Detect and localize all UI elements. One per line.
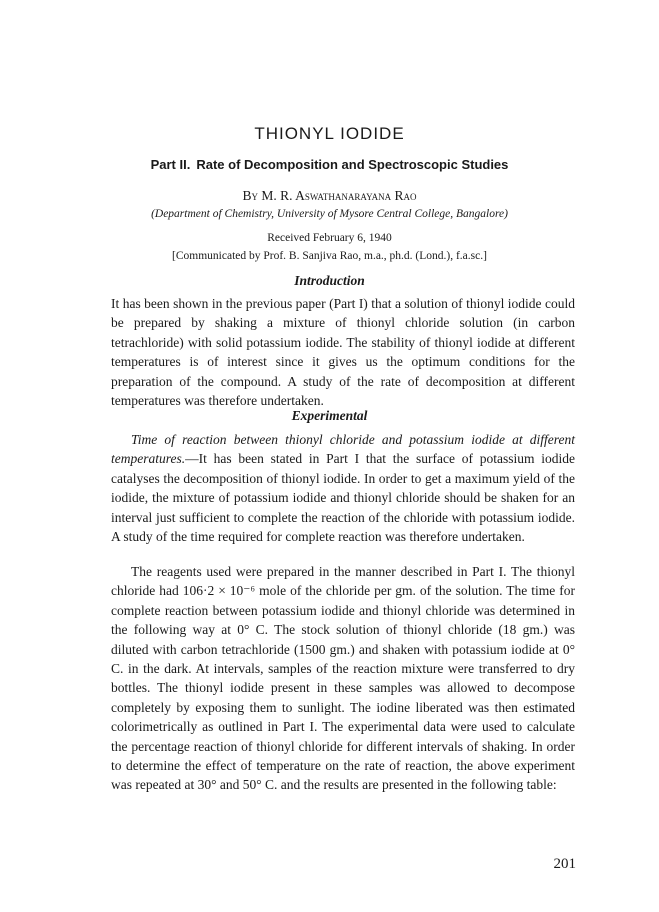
communicated-by: [Communicated by Prof. B. Sanjiva Rao, m.a., ph.d. (Lond.), f.a.sc.] xyxy=(172,250,487,262)
article-title: THIONYL IODIDE xyxy=(254,124,405,143)
introduction-paragraph: It has been shown in the previous paper (Part I) that a solution of thionyl iodide could be prepared by shaking a mixture of thionyl chloride solution (in carbon tetrachloride) with solid potassium iodide. The stability of thionyl iodide at different temperatures is of interest since it gives us the optimum conditions for the preparation of the compound. A study of the rate of decomposition at different temperatures was therefore undertaken. xyxy=(111,296,575,409)
experimental-paragraph-2: The reagents used were prepared in the manner described in Part I. The thionyl chloride had 106·2 × 10⁻⁶ mole of the chloride per gm. of the solution. The time for complete reaction between potassium iodide and thionyl chloride was determined in the following way at 0° C. The stock solution of thionyl chloride (18 gm.) was diluted with carbon tetrachloride (1500 gm.) and shaken with potassium iodide at 0° C. in the dark. At intervals, samples of the reaction mixture were transferred to dry bottles. The thionyl iodide present in these samples was allowed to decompose completely by exposing them to sunlight. The iodine liberated was then estimated colorimetrically as outlined in Part I. The experimental data were used to calculate the percentage reaction of thionyl chloride for different intervals of shaking. In order to determine the effect of temperature on the rate of reaction, the above experiment was repeated at 30° and 50° C. and the results are presented in the following table: xyxy=(111,564,575,793)
subtitle-text: Rate of Decomposition and Spectroscopic Studies xyxy=(196,157,509,172)
author-name: M. R. Aswathanarayana Rao xyxy=(261,188,417,203)
experimental-paragraph-1 xyxy=(111,430,575,546)
experimental-paragraph-1-body: —It has been stated in Part I that the surface of potassium iodide catalyses the decomposition of thionyl iodide. In order to get a maximum yield of the iodide, the mixture of potassium iodide and thionyl chloride should be shaken for an interval just sufficient to complete the reaction of the chloride with potassium iodide. A study of the time required for complete reaction was therefore undertaken. xyxy=(111,451,575,545)
byline-prefix: By xyxy=(242,188,259,203)
section-heading-experimental: Experimental xyxy=(291,408,368,423)
author-byline xyxy=(0,188,659,204)
received-date: Received February 6, 1940 xyxy=(267,232,392,244)
article-subtitle xyxy=(0,157,659,172)
section-heading-introduction: Introduction xyxy=(294,273,365,288)
page-number: 201 xyxy=(553,856,576,872)
part-label: Part II. xyxy=(150,157,191,172)
author-affiliation: (Department of Chemistry, University of Mysore Central College, Bangalore) xyxy=(151,208,508,220)
subsection-title: Time of reaction between thionyl chloride and potassium iodide at different temperatures. xyxy=(111,432,575,467)
